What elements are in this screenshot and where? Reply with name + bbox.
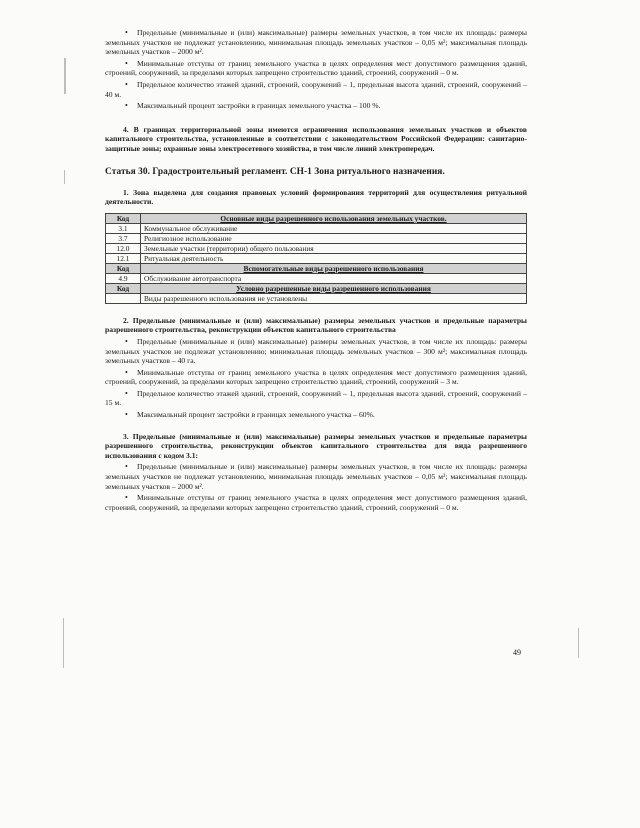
table-cell-name: Религиозное использование [141,233,527,243]
section-3-bullet-list [105,462,527,512]
list-item: • Предельное количество этажей зданий, строений, сооружений – 1, предельная высота зданий, строений, сооружений – 40 м. [105,79,527,99]
list-item: • Предельное количество этажей зданий, строений, сооружений – 1, предельная высота зданий, строений, сооружений – 15 м. [105,388,527,408]
bullet-marker: • [125,367,128,377]
table-row [106,233,527,243]
bullet-marker: • [125,58,128,68]
table-cell-code [106,293,141,303]
table-row [106,223,527,233]
scan-artifact-left-2 [64,170,65,184]
table-row [106,253,527,263]
bullet-marker: • [125,79,128,89]
bullet-marker: • [125,28,128,37]
bullet-marker: • [125,462,128,472]
bullet-marker: • [125,410,128,420]
item-1-purpose: 1. Зона выделена для создания правовых условий формирования территорий для осуществления ритуальной деятельности. [105,187,527,207]
list-item: • Максимальный процент застройки в границах земельного участка – 60%. [125,410,375,420]
bullet-marker: • [125,336,128,346]
table-cell-name: Виды разрешенного использования не установлены [141,293,527,303]
list-item: • Предельные (минимальные и (или) максимальные) размеры земельных участков, в том числе их площадь: размеры земельных участков не подлежат установлению, минимальная площадь земельных участков – 0,05 м²; максимальная площадь земельных участков – 2000 м². [105,462,527,491]
table-cell-code: 3.7 [106,233,141,243]
section-4-restrictions: 4. В границах территориальной зоны имеются ограничения использования земельных участков и объектов капитального строительства, установленные в соответствии с законодательством Российской Федерации: санитарно-защитные зоны; охранные зоны электросетевого хозяйства, в том числе линий электропередач. [105,124,527,153]
table-cell-code: 12.1 [106,253,141,263]
list-item: • Предельные (минимальные и (или) максимальные) размеры земельных участков, в том числе их площадь: размеры земельных участков не подлежат установлению; минимальная площадь земельных участков – 300 м²; максимальная площадь земельных участков – 40 га. [105,336,527,366]
bullet-marker: • [125,493,128,503]
article-heading: Статья 30. Градостроительный регламент. СН-1 Зона ритуального назначения. [105,166,445,177]
table-cell-code: 3.1 [106,223,141,233]
bullet-marker: • [125,388,128,398]
conditional-uses-header: Условно разрешенные виды разрешенного использования [141,283,527,293]
document-body [105,28,527,514]
scan-artifact-left [64,58,66,94]
table-cell-name: Ритуальная деятельность [141,253,527,263]
section-2-parameters: 2. Предельные (минимальные и (или) максимальные) размеры земельных участков и предельные параметры разрешенного строительства, реконструкции объектов капитального строительства [105,315,527,335]
table-cell-name: Земельные участки (территории) общего пользования [141,243,527,253]
list-item: • Максимальный процент застройки в границах земельного участка – 100 %. [125,101,381,111]
aux-code-header: Код [106,263,141,273]
table-header-row [106,263,527,273]
permitted-use-table [105,213,527,304]
table-row [106,243,527,253]
page-number: 49 [513,648,521,657]
section-2-bullet-list [105,337,527,420]
scan-artifact-right [578,628,579,658]
cond-code-header: Код [106,283,141,293]
list-item: • Минимальные отступы от границ земельного участка в целях определения мест допустимого размещения зданий, строений, сооружений, за пределами которых запрещено строительство зданий, строений, сооружений – 0 м. [105,58,527,78]
intro-bullet-list [105,28,527,111]
list-item: • Предельные (минимальные и (или) максимальные) размеры земельных участков, в том числе их площадь: размеры земельных участков не подлежат установлению, минимальная площадь земельных участков – 0,05 м²; максимальная площадь земельных участков – 2000 м². [105,28,527,57]
table-header-row [106,213,527,223]
table-cell-name: Коммунальное обслуживание [141,223,527,233]
code-column-header: Код [106,213,141,223]
list-item: • Минимальные отступы от границ земельного участка в целях определения мест допустимого размещения зданий, строений, сооружений, за пределами которых запрещено строительство зданий, строений, сооружений – 3 м. [105,367,527,387]
table-row [106,293,527,303]
main-uses-header: Основные виды разрешенного использования земельных участков. [141,213,527,223]
table-header-row [106,283,527,293]
aux-uses-header: Вспомогательные виды разрешенного использования [141,263,527,273]
table-cell-code: 4.9 [106,273,141,283]
table-row [106,273,527,283]
section-3-parameters: 3. Предельные (минимальные и (или) максимальные) размеры земельных участков и предельные параметры разрешенного строительства, реконструкции объектов капитального строительства для вида разрешенного использования с кодом 3.1: [105,431,527,460]
list-item: • Минимальные отступы от границ земельного участка в целях определения мест допустимого размещения зданий, строений, сооружений, за пределами которых запрещено строительство зданий, строений, сооружений – 0 м. [105,493,527,512]
scan-artifact-left-3 [63,618,64,668]
table-cell-code: 12.0 [106,243,141,253]
table-cell-name: Обслуживание автотранспорта [141,273,527,283]
bullet-marker: • [125,101,128,111]
